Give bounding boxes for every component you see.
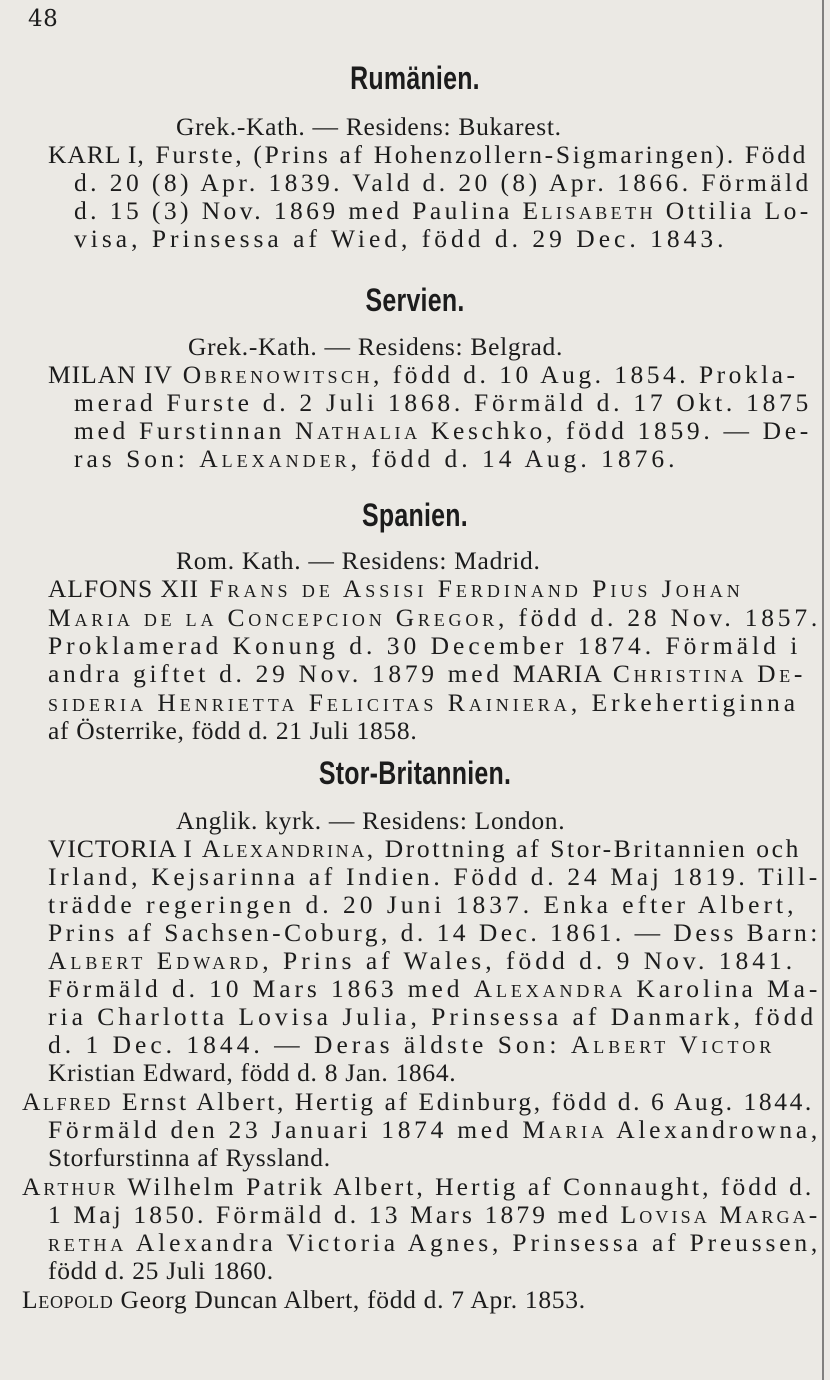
section-heading: Stor-Britannien.: [318, 755, 512, 791]
page-number: 48: [28, 6, 59, 32]
text-segment: af Österrike, född d. 21 Juli 1858.: [48, 716, 418, 745]
text-line: [22, 1285, 586, 1315]
text-segment: andra giftet d. 29 Nov. 1879 med: [48, 659, 513, 688]
text-line: [74, 196, 812, 226]
text-segment: Karolina Ma-: [626, 974, 822, 1003]
text-line: [48, 140, 808, 170]
text-line: [188, 332, 563, 362]
text-line: [176, 546, 541, 576]
text-segment: , Drottning af Stor-Britannien och: [366, 834, 801, 863]
text-line: [22, 1087, 814, 1117]
name-segment: ALFONS XII: [48, 574, 199, 603]
text-line: [22, 1172, 814, 1202]
name-segment: Maria de la Concepcion Gregor: [48, 603, 498, 632]
text-segment: , Erkehertiginna: [570, 688, 800, 717]
name-segment: Frans de Assisi Ferdinand Pius Johan: [209, 574, 744, 603]
name-segment: retha: [48, 1228, 128, 1257]
text-segment: Storfurstinna af Ryssland.: [48, 1143, 331, 1172]
text-segment: Wilhelm Patrik Albert, Hertig af Connaught, född d.: [118, 1172, 815, 1201]
text-segment: ria Charlotta Lovisa Julia, Prinsessa af Danmark, född: [48, 1002, 818, 1031]
text-segment: Förmäld den 23 Januari 1874 med: [48, 1115, 523, 1144]
text-segment: 1 Maj 1850. Förmäld d. 13 Mars 1879 med: [48, 1200, 621, 1229]
text-line: [48, 659, 806, 689]
text-line: [48, 360, 798, 390]
text-segment: Alexandra Victoria Agnes, Prinsessa af Preussen,: [127, 1228, 822, 1257]
text-line: [74, 388, 812, 418]
name-segment: Alexander: [199, 444, 351, 473]
text-segment: Ernst Albert, Hertig af Edinburg, född d. 6 Aug. 1844.: [112, 1087, 814, 1116]
section-heading: Servien.: [365, 282, 465, 318]
text-segment: Keschko, född 1859. — De-: [420, 416, 812, 445]
name-segment: Alexandrina: [201, 834, 367, 863]
text-line: [48, 688, 799, 718]
text-line: [48, 974, 821, 1004]
text-segment: , Furste, (Prins af Hohenzollern-Sigmaringen). Född: [137, 140, 809, 169]
name-segment: Albert Edward: [48, 946, 263, 975]
text-segment: Anglik. kyrk. — Residens: London.: [176, 806, 566, 835]
text-line: [48, 603, 821, 633]
name-segment: Arthur: [22, 1172, 119, 1201]
text-line: [48, 1143, 331, 1173]
text-segment: , född d. 28 Nov. 1857.: [497, 603, 822, 632]
name-segment: Obrenowitsch: [182, 360, 374, 389]
text-segment: ras Son:: [74, 444, 200, 473]
text-segment: visa, Prinsessa af Wied, född d. 29 Dec. 1843.: [74, 224, 728, 253]
text-line: [74, 416, 812, 446]
text-line: [74, 168, 812, 198]
text-line: [48, 1030, 775, 1060]
section-heading: Rumänien.: [350, 60, 480, 96]
text-line: [48, 574, 744, 604]
text-segment: Georg Duncan Albert, född d. 7 Apr. 1853.: [113, 1285, 586, 1314]
name-segment: Alfred: [22, 1087, 113, 1116]
section-heading: Spanien.: [362, 497, 468, 533]
text-segment: [173, 360, 183, 389]
text-line: [48, 1256, 274, 1286]
text-line: [48, 890, 797, 920]
text-segment: , född d. 10 Aug. 1854. Prokla-: [373, 360, 799, 389]
page-edge-line: [822, 0, 824, 1380]
text-line: [48, 631, 801, 661]
text-segment: Prins af Sachsen-Coburg, d. 14 Dec. 1861. — Dess Barn:: [48, 918, 821, 947]
text-line: [48, 716, 417, 746]
text-segment: Alexandrowna,: [607, 1115, 822, 1144]
name-segment: Albert Victor: [570, 1030, 776, 1059]
text-line: [48, 946, 796, 976]
text-segment: född d. 25 Juli 1860.: [48, 1256, 274, 1285]
name-segment: Lovisa Marga-: [620, 1200, 821, 1229]
text-line: [48, 834, 801, 864]
text-line: [48, 1058, 456, 1088]
name-segment: Nathalia: [295, 416, 421, 445]
text-line: [48, 918, 821, 948]
text-segment: Proklamerad Konung d. 30 December 1874. Förmäld i: [48, 631, 802, 660]
name-segment: Alexandra: [473, 974, 627, 1003]
text-line: [48, 1115, 821, 1145]
text-segment: Ottilia Lo-: [655, 196, 812, 225]
text-segment: [603, 659, 613, 688]
name-segment: VICTORIA I: [48, 834, 193, 863]
text-segment: Rom. Kath. — Residens: Madrid.: [176, 546, 541, 575]
text-segment: , född d. 14 Aug. 1876.: [350, 444, 679, 473]
text-line: [176, 112, 562, 142]
text-segment: Grek.-Kath. — Residens: Bukarest.: [176, 112, 562, 141]
text-segment: d. 20 (8) Apr. 1839. Vald d. 20 (8) Apr. 1866. Förmäld: [74, 168, 812, 197]
text-line: [48, 1228, 821, 1258]
name-segment: MILAN IV: [48, 360, 173, 389]
name-segment: sideria Henrietta Felicitas Rainiera: [48, 688, 571, 717]
text-segment: d. 15 (3) Nov. 1869 med Paulina: [74, 196, 523, 225]
text-segment: [193, 834, 202, 863]
name-segment: Leopold: [22, 1285, 114, 1314]
text-line: [48, 862, 821, 892]
text-segment: trädde regeringen d. 20 Juni 1837. Enka efter Albert,: [48, 890, 798, 919]
name-segment: Maria: [522, 1115, 608, 1144]
name-segment: Elisabeth: [522, 196, 656, 225]
text-line: [176, 806, 565, 836]
text-line: [48, 1200, 820, 1230]
name-segment: Christina De-: [612, 659, 807, 688]
text-line: [74, 444, 679, 474]
text-segment: med Furstinnan: [74, 416, 295, 445]
text-segment: d. 1 Dec. 1844. — Deras äldste Son:: [48, 1030, 571, 1059]
name-segment: KARL I: [48, 140, 138, 169]
text-segment: Irland, Kejsarinna af Indien. Född d. 24 Maj 1819. Till-: [48, 862, 821, 891]
text-segment: merad Furste d. 2 Juli 1868. Förmäld d. 17 Okt. 1875: [74, 388, 813, 417]
name-segment: MARIA: [512, 659, 603, 688]
text-line: [74, 224, 727, 254]
text-segment: Grek.-Kath. — Residens: Belgrad.: [188, 332, 564, 361]
text-segment: Kristian Edward, född d. 8 Jan. 1864.: [48, 1058, 457, 1087]
text-line: [48, 1002, 817, 1032]
text-segment: [199, 574, 209, 603]
text-segment: Förmäld d. 10 Mars 1863 med: [48, 974, 474, 1003]
text-segment: , Prins af Wales, född d. 9 Nov. 1841.: [262, 946, 797, 975]
